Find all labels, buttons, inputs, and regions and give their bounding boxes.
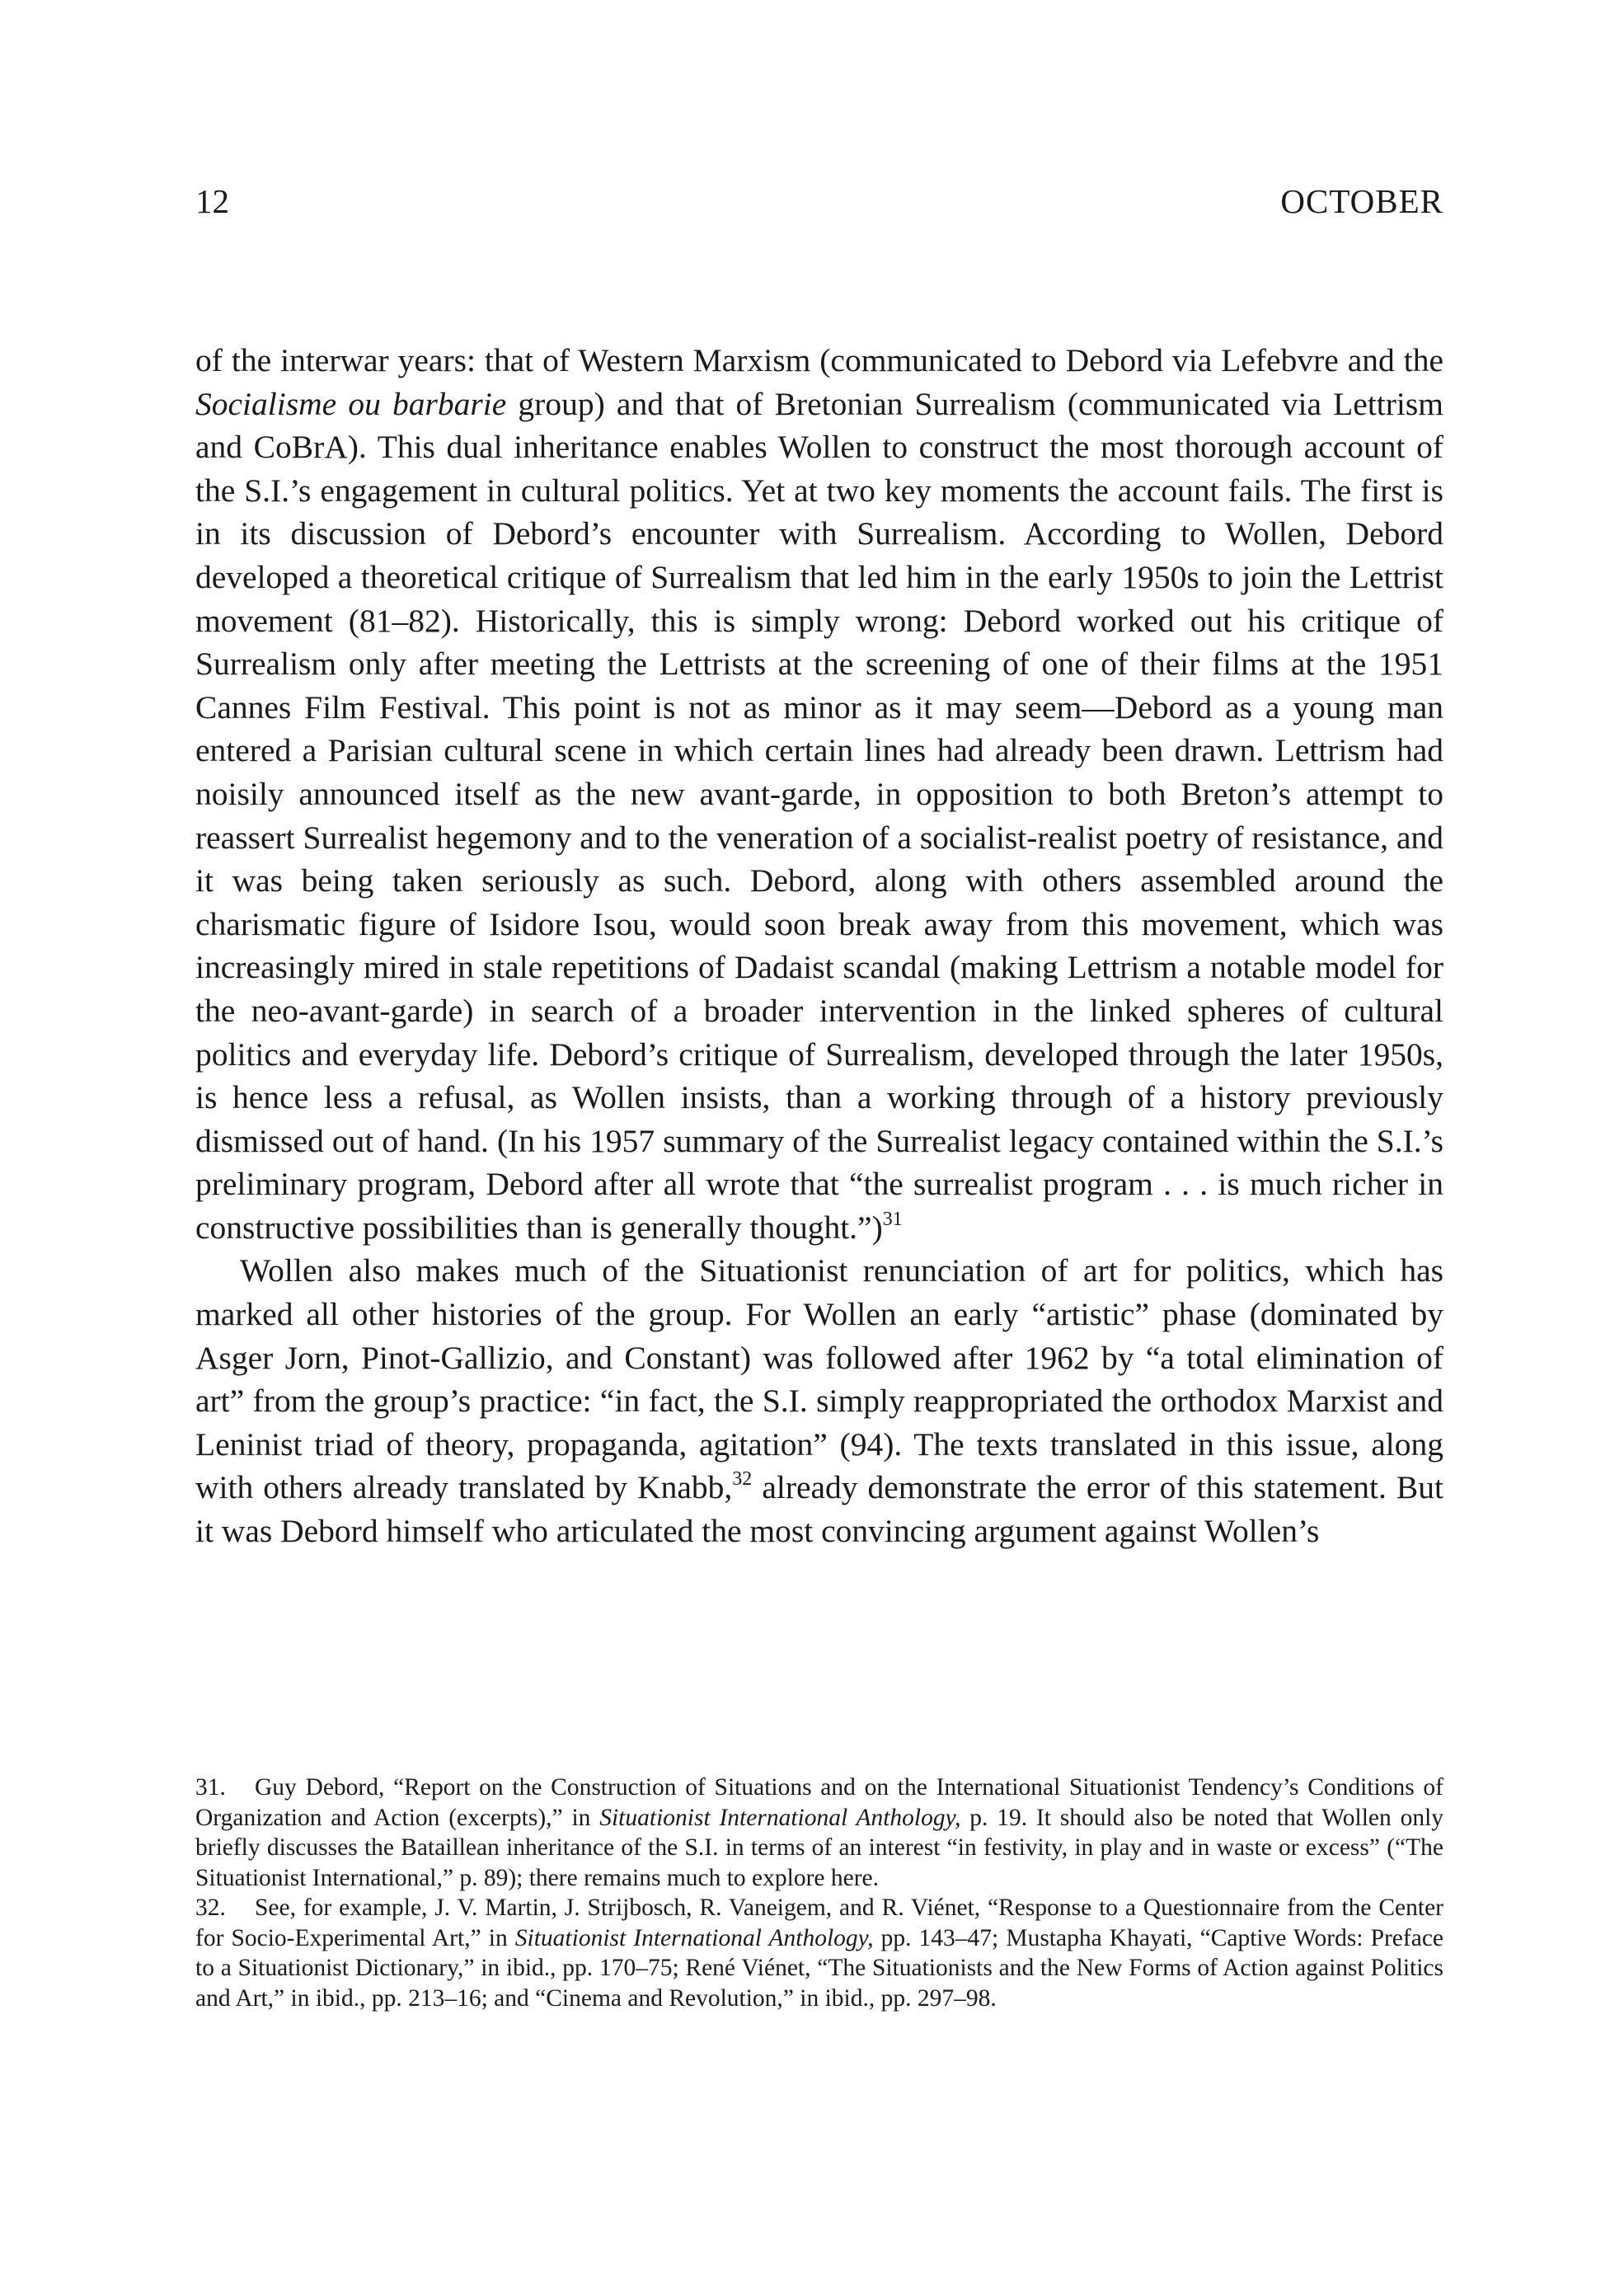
paragraph-1 (195, 339, 1443, 1249)
footnote-text-a: See, for example, J. V. Martin, J. Strijbosch, R. Vaneigem, and R. Viénet, “Response to a Questionnaire from the Center for Socio-Experimental Art,” in (195, 1895, 1443, 1951)
paragraph-2-text-b: already demonstrate the error of this statement. But it was Debord himself who articulated the most convincing argument against Wollen’s (195, 1469, 1443, 1550)
journal-title-italic: Socialisme ou barbarie (195, 385, 507, 422)
body-text (195, 339, 1443, 1553)
footnote-ref-31: 31 (882, 1208, 903, 1230)
page-number: 12 (195, 182, 229, 220)
footnote-text-a: Guy Debord, “Report on the Construction of Situations and on the International Situationist Tendency’s Conditions of Organization and Action (excerpts),” in (195, 1774, 1443, 1831)
paragraph-2 (195, 1249, 1443, 1552)
footnote-italic-title: Situationist International Anthology, (599, 1804, 961, 1831)
footnote-italic-title: Situationist International Anthology, (514, 1924, 874, 1951)
footnotes (195, 1773, 1443, 2013)
footnote-31 (195, 1773, 1443, 1893)
footnote-text-b: p. 19. It should also be noted that Wollen only briefly discusses the Bataillean inheritance of the S.I. in terms of an interest “in festivity, in play and in waste or excess” (“The Situationist International,” p. 89); there remains much to explore here. (195, 1804, 1444, 1891)
footnote-32 (195, 1893, 1443, 2013)
footnote-number: 32. (195, 1895, 226, 1921)
paragraph-1-text-a: of the interwar years: that of Western Marxism (communicated to Debord via Lefebvre and the (195, 342, 1443, 378)
footnote-number: 31. (195, 1774, 226, 1801)
footnote-text-b: pp. 143–47; Mustapha Khayati, “Captive Words: Preface to a Situationist Dictionary,” in ibid., pp. 170–75; René Viénet, “The Situationists and the New Forms of Action against Politics and Art,” in ibid., pp. 213–16; and “Cinema and Revolution,” in ibid., pp. 297–98. (195, 1924, 1444, 2012)
paragraph-2-text-a: Wollen also makes much of the Situationist renunciation of art for politics, which has marked all other histories of the group. For Wollen an early “artistic” phase (dominated by Asger Jorn, Pinot-Gallizio, and Constant) was followed after 1962 by “a total elimination of art” from the group’s practice: “in fact, the S.I. simply reappropriated the orthodox Marxist and Leninist triad of theory, propaganda, agitation” (94). The texts translated in this issue, along with others already translated by Knabb, (195, 1252, 1443, 1506)
footnote-ref-32: 32 (732, 1468, 753, 1491)
paragraph-1-text-b: group) and that of Bretonian Surrealism (communicated via Lettrism and CoBrA). This dual inheritance enables Wollen to construct the most thorough account of the S.I.’s engagement in cultural politics. Yet at two key moments the account fails. The first is in its discussion of Debord’s encounter with Surrealism. According to Wollen, Debord developed a theoretical critique of Surrealism that led him in the early 1950s to join the Lettrist movement (81–82). Historically, this is simply wrong: Debord worked out his critique of Surrealism only after meeting the Lettrists at the screening of one of their films at the 1951 Cannes Film Festival. This point is not as minor as it may seem—Debord as a young man entered a Parisian cultural scene in which certain lines had already been drawn. Lettrism had noisily announced itself as the new avant-garde, in opposition to both Breton’s attempt to reassert Surrealist hegemony and to the veneration of a socialist-realist poetry of resistance, and it was being taken seriously as such. Debord, along with others assembled around the charismatic figure of Isidore Isou, would soon break away from this movement, which was increasingly mired in stale repetitions of Dadaist scandal (making Lettrism a notable model for the neo-avant-garde) in search of a broader intervention in the linked spheres of cultural politics and everyday life. Debord’s critique of Surrealism, developed through the later 1950s, is hence less a refusal, as Wollen insists, than a working through of a history previously dismissed out of hand. (In his 1957 summary of the Surrealist legacy contained within the S.I.’s preliminary program, Debord after all wrote that “the surrealist program . . . is much richer in constructive possibilities than is generally thought.”) (195, 385, 1444, 1246)
running-title: OCTOBER (1280, 182, 1443, 220)
